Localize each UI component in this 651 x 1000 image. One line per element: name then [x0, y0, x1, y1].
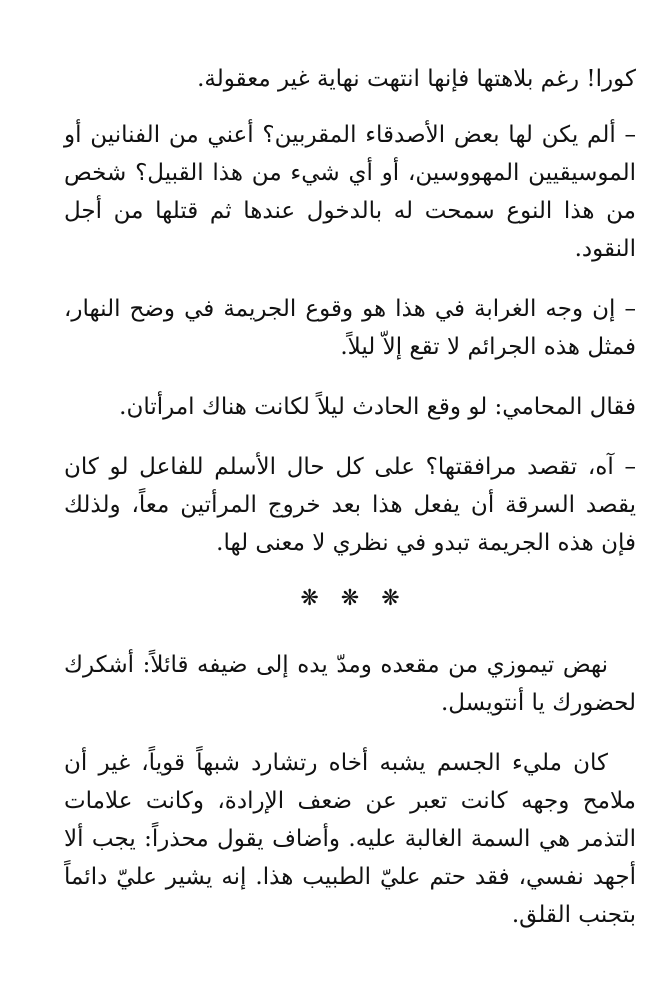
paragraph-1: كورا! رغم بلاهتها فإنها انتهت نهاية غير معقولة.: [197, 66, 636, 92]
paragraph-2: – ألم يكن لها بعض الأصدقاء المقربين؟ أعني من الفنانين أو الموسيقيين المهووسين، أو أي شيء من هذا القبيل؟ شخص من هذا النوع سمحت له بالدخول عندها ثم قتلها من أجل النقود.: [64, 122, 636, 262]
book-page: [64, 60, 636, 956]
paragraph-4: فقال المحامي: لو وقع الحادث ليلاً لكانت هناك امرأتان.: [119, 394, 636, 420]
paragraph-3: – إن وجه الغرابة في هذا هو وقوع الجريمة في وضح النهار، فمثل هذه الجرائم لا تقع إلاّ ليلاً.: [64, 296, 636, 360]
paragraph-7: كان مليء الجسم يشبه أخاه رتشارد شبهاً قوياً، غير أن ملامح وجهه كانت تعبر عن ضعف الإرادة، وكانت علامات التذمر هي السمة الغالبة عليه. وأضاف يقول محذراً: يجب ألا أجهد نفسي، فقد حتم عليّ الطبيب هذا. إنه يشير عليّ دائماً بتجنب القلق.: [64, 750, 636, 928]
section-separator: ❋❋❋: [300, 586, 422, 611]
paragraph-6: نهض تيموزي من مقعده ومدّ يده إلى ضيفه قائلاً: أشكرك لحضورك يا أنتويسل.: [64, 652, 636, 716]
paragraph-5: – آه، تقصد مرافقتها؟ على كل حال الأسلم للفاعل لو كان يقصد السرقة أن يفعل هذا بعد خروج المرأتين معاً، ولذلك فإن هذه الجريمة تبدو في نظري لا معنى لها.: [64, 454, 636, 556]
